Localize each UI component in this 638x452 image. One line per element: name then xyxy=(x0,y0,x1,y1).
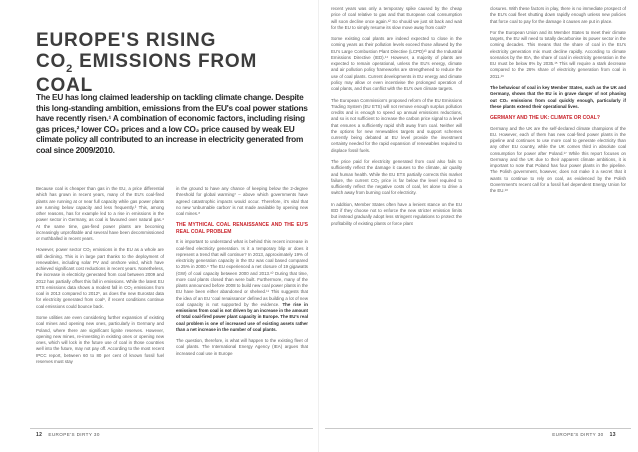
footer-right xyxy=(552,432,616,438)
running-title: EUROPE'S DIRTY 30 xyxy=(48,432,100,437)
paragraph: The price paid for electricity generated from coal also fails to sufficiently reflect the damage it causes to the climate, air quality and human health. While the EU ETS partially corrects this market failure, the current CO₂ price is far below the level required to sufficiently reflect the negative costs of coal, let alone to drive a switch away from burning coal for electricity. xyxy=(331,159,462,196)
paragraph: Some existing coal plants are indeed expected to close in the coming years as their pollution levels exceed those allowed by the EU's Large Combustion Plant Directive (LCPD)¹³ and the Industrial Emissions Directive (IED).¹⁴ However, a majority of plants are expected to remain operational, unless the EU's energy, climate and air pollution policy frameworks are strengthened to reduce the use of coal plants. Current developments in EU energy and climate policy may allow or even incentivise the prolonged operation of coal plants, and thus conflict with the EU's own climate targets. xyxy=(331,36,462,92)
title-rest: EMISSIONS FROM COAL xyxy=(36,51,258,96)
bold-statement: The behaviour of coal in key Member States, such as the UK and Germany, shows that the EU is in grave danger of not phasing out CO₂ emissions from coal quickly enough, particularly if these plants extend their operational lives. xyxy=(490,85,626,109)
page-number: 12 xyxy=(36,432,43,438)
title-co: CO xyxy=(36,51,67,72)
title-subscript: 2 xyxy=(66,63,74,75)
body-column-2 xyxy=(176,186,308,362)
footer-rule xyxy=(325,428,631,429)
section-heading: THE MYTHICAL COAL RENAISSANCE AND THE EU'S REAL COAL PROBLEM xyxy=(176,222,308,235)
paragraph: In addition, Member States often have a lenient stance on the EU IED if they choose not to enforce the new stricter emission limits but instead gradually adopt less stringent regulations to protect the profitability of existing plants or force plant xyxy=(331,201,462,226)
footer-rule xyxy=(30,428,313,429)
paragraph: However, power sector CO₂ emissions in the EU as a whole are still declining. This is in large part thanks to the deployment of renewables, including solar PV and onshore wind, which have achieved significant cost reductions in recent years. Nonetheless, the increase in electricity generated from coal between 2009 and 2012 has partially offset this fall in emissions. While the latest EU ETS emissions data shows a modest fall in CO₂ emissions from coal in 2013 compared to 2012⁵, as does the new Eurostat data for electricity generated from coal⁶, if recent conditions continue coal emissions could bounce back. xyxy=(36,247,164,309)
paragraph xyxy=(176,239,308,333)
running-title: EUROPE'S DIRTY 30 xyxy=(552,432,604,437)
bold-statement: The rise in emissions from coal is not driven by an increase in the amount of total coal-fired power plant capacity in Europe. The EU's real coal problem is one of increased use of existing assets rather than a net increase in the number of coal plants. xyxy=(176,301,308,332)
standfirst: The EU has long claimed leadership on tackling climate change. Despite this long-standing ambition, emissions from the EU's coal power stations have recently risen.¹ A combination of economic factors, including rising gas prices,² lower CO₂ prices and a low CO₂ price caused by weak EU climate policy all contributed to an increase in electricity generated from coal since 2009/2010. xyxy=(36,92,308,155)
body-column-1 xyxy=(36,186,164,370)
body-column-3 xyxy=(331,6,462,232)
paragraph: Germany and the UK are the self-declared climate champions of the EU. However, each of them has new coal-fired power plants in the pipeline and continues to use more coal to generate electricity than any other EU country, while the UK comes third in absolute coal consumption for power after Poland.¹⁷ While this report focuses on Germany and the UK due to their apparent climate ambitions, it is important to note that Poland has four power plants in the pipeline. The Polish government, however, does not make it a secret that it wants to continue to rely on coal, as evidenced by the Polish Government's recent call for a fossil fuel dependent Energy Union for the EU.¹⁸ xyxy=(490,125,626,194)
paragraph: Because coal is cheaper than gas in the EU, a price differential which has grown in recent years, many of the EU's coal-fired plants are running at or near full capacity while gas power plants are running below capacity and less frequently.³ This, among other reasons, has for example led to a rise in emissions in the power sector in Germany, as coal is favoured over natural gas.⁴ At the same time, gas-fired power plants are becoming increasingly unprofitable and several have been decommissioned or mothballed in recent years. xyxy=(36,186,164,241)
paragraph: The question, therefore, is what will happen to the existing fleet of coal plants. The International Energy Agency (IEA) argues that increased coal use in Europe xyxy=(176,338,308,356)
title-line-2 xyxy=(36,51,306,96)
paragraph: Some utilities are even considering further expansion of existing coal mines and opening new ones, particularly in Germany and Poland, where there are significant lignite reserves. However, opening new mines, re-investing in existing ones or opening new ones, which will lock in the future use of coal in those countries well into the future, may not pay off. According to the most recent IPCC report, between 60 to 80 per cent of known fossil fuel reserves must stay xyxy=(36,315,164,364)
page-number: 13 xyxy=(609,432,616,438)
paragraph: recent years was only a temporary spike caused by the cheap price of coal relative to gas and that European coal consumption will soon decline once again.¹² So should we just sit back and wait for the EU to simply resume its slow move away from coal? xyxy=(331,6,462,30)
footer-left xyxy=(36,432,100,438)
paragraph: The European Commission's proposed reform of the EU Emissions Trading System (EU ETS) will not remove enough surplus pollution credits and is enough to speed up annual emissions reductions, and so is not sufficient to increase the carbon price signal to a level that ensures a sufficiently rapid shift away from coal. Neither will the options for new renewables targets and support schemes currently being debated at EU level provide the investment certainty needed for the rapid expansion of renewables required to displace fossil fuels. xyxy=(331,97,462,153)
paragraph: For the European Union and its Member States to meet their climate targets, the EU will need to totally decarbonise its power sector in the coming decades. This means that the share of coal in the EU's electricity generation mix must decline rapidly. According to climate scenarios by the IEA, the share of coal in electricity generation in the EU must be below 8% by 2035.¹⁵ This will require a stark decrease compared to the 26% share of electricity generation from coal in 2011.¹⁶ xyxy=(490,29,626,79)
paragraph: in the ground to have any chance of keeping below the 2-degree threshold for global warming⁷ – above which governments have agreed catastrophic impacts would occur. Therefore, it's vital that no new 'unburnable carbon' is not made available by opening new coal mines.⁸ xyxy=(176,186,308,216)
body-column-4 xyxy=(490,6,626,200)
title-line-1: EUROPE'S RISING xyxy=(36,30,217,51)
section-heading: GERMANY AND THE UK: CLIMATE OR COAL? xyxy=(490,115,600,122)
article-title xyxy=(36,30,306,96)
right-page xyxy=(319,0,638,452)
paragraph: closures. With these factors in play, there is no immediate prospect of the EU's coal fleet shutting down rapidly enough unless new policies that force coal to pay for the damage it causes are put in place. xyxy=(490,6,626,24)
paragraph-text: It is important to understand what is behind this recent increase in coal-fired electricity generation. Is it a temporary blip or does it represent a trend that will continue? In 2013, approximately 19% of electricity generation capacity in the EU was coal based compared to 25% in 2000.⁹ The EU experienced a net closure of 19 gigawatts (GW) of coal capacity between 2000 and 2013.¹⁰ During that time, more coal plants closed than were built. Furthermore, many of the plants announced before 2008 to build new coal power plants in the EU have been either abandoned or shelved.¹¹ This suggests that the idea of an EU 'coal renaissance' defined as building a lot of new coal capacity is not supported by the evidence. xyxy=(176,239,308,307)
